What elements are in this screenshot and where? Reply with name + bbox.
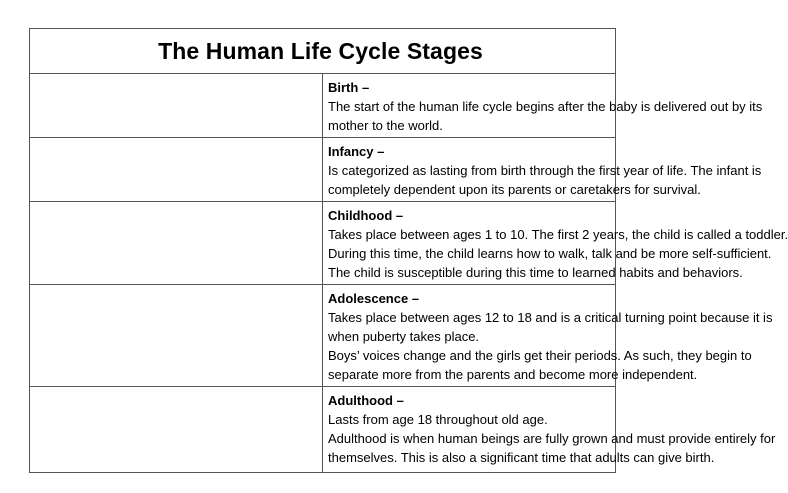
stage-row-adulthood <box>30 387 616 473</box>
stage-heading-adolescence: Adolescence – <box>328 291 420 306</box>
stage-content-adolescence <box>323 285 773 387</box>
stage-content-childhood <box>323 202 788 285</box>
stage-content-birth <box>323 74 763 138</box>
stage-text-line: themselves. This is also a significant time that adults can give birth. <box>328 450 715 465</box>
stage-text-line: mother to the world. <box>328 118 443 133</box>
stage-text-line: Lasts from age 18 throughout old age. <box>328 412 548 427</box>
title-cell <box>30 29 616 74</box>
stage-text-line: completely dependent upon its parents or caretakers for survival. <box>328 182 701 197</box>
stage-image-cell-childhood <box>30 202 323 285</box>
stage-text-line: Boys’ voices change and the girls get their periods. As such, they begin to <box>328 348 752 363</box>
stage-heading-adulthood: Adulthood – <box>328 393 404 408</box>
stage-row-childhood <box>30 202 616 285</box>
stage-text-line: Is categorized as lasting from birth through the first year of life. The infant is <box>328 163 762 178</box>
stage-content-adulthood <box>323 387 776 473</box>
stage-row-adolescence <box>30 285 616 387</box>
stage-text-line: The start of the human life cycle begins after the baby is delivered out by its <box>328 99 763 114</box>
life-cycle-table <box>29 28 788 473</box>
stage-heading-infancy: Infancy – <box>328 144 385 159</box>
stage-image-cell-infancy <box>30 138 323 202</box>
stage-text-line: Takes place between ages 1 to 10. The first 2 years, the child is called a toddler. <box>328 227 788 242</box>
stage-text-line: when puberty takes place. <box>328 329 480 344</box>
stage-row-infancy <box>30 138 616 202</box>
page-title: The Human Life Cycle Stages <box>158 38 483 64</box>
stage-image-cell-adulthood <box>30 387 323 473</box>
stage-text-line: Adulthood is when human beings are fully grown and must provide entirely for <box>328 431 776 446</box>
stage-text-line: During this time, the child learns how to walk, talk and be more self-sufficient. <box>328 246 772 261</box>
stage-row-birth <box>30 74 616 138</box>
title-row <box>30 29 616 74</box>
stage-heading-childhood: Childhood – <box>328 208 404 223</box>
stage-text-line: Takes place between ages 12 to 18 and is a critical turning point because it is <box>328 310 773 325</box>
stage-text-line: The child is susceptible during this time to learned habits and behaviors. <box>328 265 743 280</box>
stage-image-cell-birth <box>30 74 323 138</box>
stage-text-line: separate more from the parents and become more independent. <box>328 367 698 382</box>
stage-content-infancy <box>323 138 762 202</box>
stage-heading-birth: Birth – <box>328 80 370 95</box>
stage-image-cell-adolescence <box>30 285 323 387</box>
